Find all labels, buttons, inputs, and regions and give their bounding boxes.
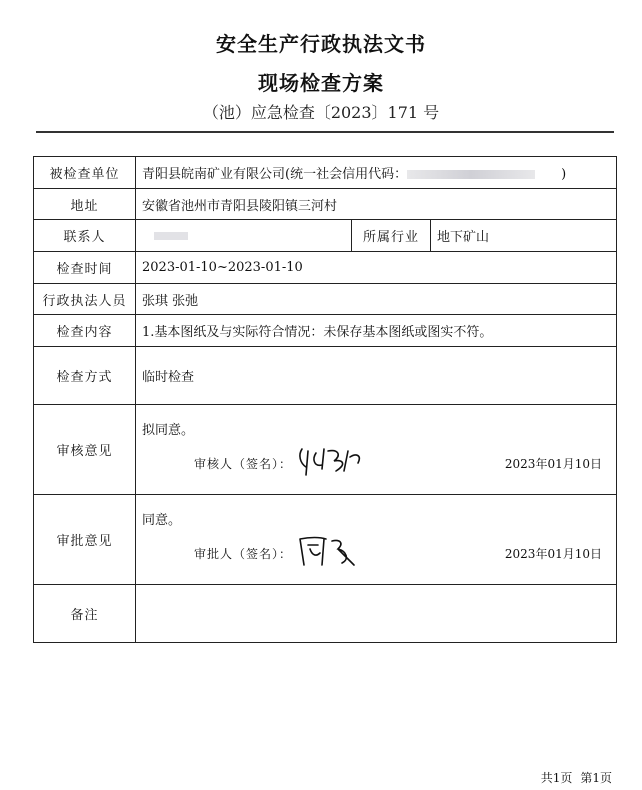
document-subtitle: 现场检查方案: [258, 71, 384, 95]
approve-text: 同意。: [142, 513, 182, 528]
address-label: 地址: [34, 189, 136, 220]
row-contact: [34, 220, 617, 252]
approve-opinion: [142, 495, 610, 584]
review-cell: [136, 405, 617, 495]
method-label: 检查方式: [34, 347, 136, 405]
redacted-credit-code: [407, 170, 535, 179]
page-total: 共1页: [540, 771, 573, 785]
approve-cell: [136, 495, 617, 585]
row-approve: [34, 495, 617, 585]
review-text: 拟同意。: [142, 423, 195, 438]
document-title: 安全生产行政执法文书: [216, 32, 426, 56]
row-remarks: [34, 585, 617, 643]
review-label: 审核意见: [34, 405, 136, 495]
remarks-value: [136, 585, 617, 643]
content-label: 检查内容: [34, 315, 136, 347]
header-rule: [36, 131, 614, 133]
approve-signer-label: 审批人（签名）：: [194, 547, 293, 561]
review-signature: [294, 441, 374, 481]
page-footer: [541, 769, 612, 786]
inspection-form-table: [33, 156, 617, 643]
row-address: [34, 189, 617, 220]
row-content: [34, 315, 617, 347]
approve-label: 审批意见: [34, 495, 136, 585]
content-value: 1.基本图纸及与实际符合情况：未保存基本图纸或图实不符。: [136, 315, 617, 347]
industry-label: 所属行业: [352, 220, 431, 252]
industry-value: 地下矿山: [431, 220, 617, 252]
officers-value: 张琪 张弛: [136, 284, 617, 315]
review-date: 2023年01月10日: [504, 457, 602, 471]
redacted-contact: [154, 232, 188, 240]
review-opinion: [142, 405, 610, 494]
approve-date: 2023年01月10日: [504, 547, 602, 561]
row-officers: [34, 284, 617, 315]
document-number: （池）应急检查〔2023〕171 号: [202, 103, 440, 122]
page-number: 第1页: [580, 771, 612, 785]
row-time: [34, 252, 617, 284]
method-value: 临时检查: [136, 347, 617, 405]
row-method: [34, 347, 617, 405]
entity-label: 被检查单位: [34, 157, 136, 189]
contact-label: 联系人: [34, 220, 136, 252]
row-entity: [34, 157, 617, 189]
time-label: 检查时间: [34, 252, 136, 284]
address-value: 安徽省池州市青阳县陵阳镇三河村: [136, 189, 617, 220]
remarks-label: 备注: [34, 585, 136, 643]
officers-label: 行政执法人员: [34, 284, 136, 315]
review-signer-label: 审核人（签名）：: [194, 457, 293, 471]
entity-value-cell: [136, 157, 617, 189]
contact-value-cell: [136, 220, 352, 252]
approve-signature: [294, 531, 374, 571]
row-review: [34, 405, 617, 495]
entity-close: ): [561, 167, 567, 182]
time-value: 2023-01-10~2023-01-10: [136, 252, 617, 284]
entity-value: 青阳县皖南矿业有限公司(统一社会信用代码：: [142, 167, 408, 182]
